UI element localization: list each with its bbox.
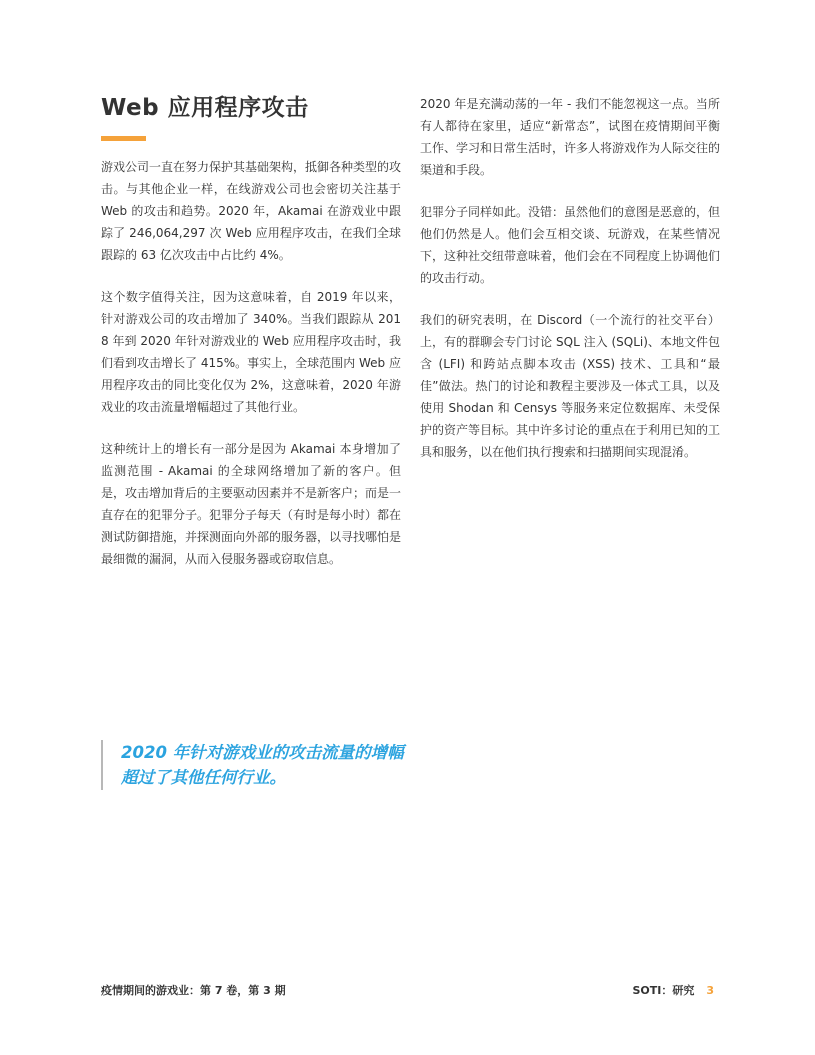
footer-publication: 疫情期间的游戏业：第 7 卷，第 3 期 (101, 984, 286, 997)
body-paragraph: 2020 年是充满动荡的一年 - 我们不能忽视这一点。当所有人都待在家里，适应“新常态”，试图在疫情期间平衡工作、学习和日常生活时，许多人将游戏作为人际交往的渠道和手段。 (420, 97, 721, 177)
footer-section-label: SOTI：研究 (632, 984, 695, 997)
pull-quote (101, 740, 411, 790)
right-column (420, 93, 720, 483)
left-column (101, 156, 401, 590)
section-title: Web 应用程序攻击 (101, 95, 309, 121)
footer-section (632, 983, 714, 999)
body-paragraph: 这种统计上的增长有一部分是因为 Akamai 本身增加了监测范围 - Akamai 的全球网络增加了新的客户。但是，攻击增加背后的主要驱动因素并不是新客户；而是一直存在的犯罪分子。犯罪分子每天（有时是每小时）都在测试防御措施，并探测面向外部的服务器，以寻找哪怕是最细微的漏洞，从而入侵服务器或窃取信息。 (101, 442, 402, 566)
title-accent-rule (101, 136, 146, 141)
pull-quote-text: 2020 年针对游戏业的攻击流量的增幅超过了其他任何行业。 (121, 743, 404, 787)
body-paragraph: 游戏公司一直在努力保护其基础架构，抵御各种类型的攻击。与其他企业一样，在线游戏公司也会密切关注基于 Web 的攻击和趋势。2020 年，Akamai 在游戏业中跟踪了 246,064,297 次 Web 应用程序攻击，在我们全球跟踪的 63 亿次攻击中占比约 4%。 (101, 160, 402, 262)
page-number: 3 (706, 984, 714, 997)
body-paragraph: 这个数字值得关注，因为这意味着，自 2019 年以来，针对游戏公司的攻击增加了 340%。当我们跟踪从 2018 年到 2020 年针对游戏业的 Web 应用程序攻击时，我们看到攻击增长了 415%。事实上，全球范围内 Web 应用程序攻击的同比变化仅为 2%，这意味着，2020 年游戏业的攻击流量增幅超过了其他行业。 (101, 290, 401, 414)
body-paragraph: 犯罪分子同样如此。没错：虽然他们的意图是恶意的，但他们仍然是人。他们会互相交谈、玩游戏，在某些情况下，这种社交纽带意味着，他们会在不同程度上协调他们的攻击行动。 (420, 205, 721, 285)
body-paragraph: 我们的研究表明，在 Discord（一个流行的社交平台）上，有的群聊会专门讨论 SQL 注入 (SQLi)、本地文件包含 (LFI) 和跨站点脚本攻击 (XSS) 技术、工具和“最佳”做法。热门的讨论和教程主要涉及一体式工具，以及使用 Shodan 和 Censys 等服务来定位数据库、未受保护的资产等目标。其中许多讨论的重点在于利用已知的工具和服务，以在他们执行搜索和扫描期间实现混淆。 (420, 313, 721, 459)
